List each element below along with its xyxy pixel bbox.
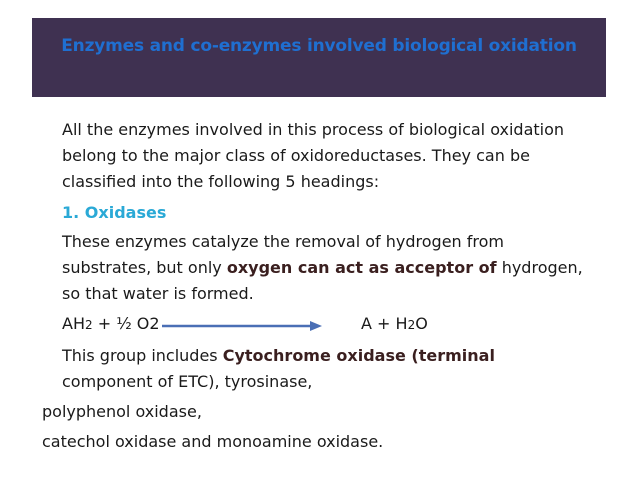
catechol-line: catechol oxidase and monoamine oxidase. bbox=[42, 432, 384, 451]
polyphenol-line: polyphenol oxidase, bbox=[42, 402, 202, 421]
para2-line-2 bbox=[62, 258, 583, 277]
equation-ah-subscript: 2 bbox=[84, 318, 93, 332]
equation-h-subscript: 2 bbox=[407, 318, 416, 332]
equation-left-rest: + ½ O2 bbox=[92, 314, 160, 333]
equation-right bbox=[361, 314, 428, 333]
para3-line-2: component of ETC), tyrosinase, bbox=[62, 372, 313, 391]
equation-a-plus-h: A + H bbox=[361, 314, 408, 333]
equation-ah: AH bbox=[62, 314, 85, 333]
reaction-arrow-icon bbox=[160, 318, 326, 334]
para3-line-1-start: This group includes bbox=[62, 346, 223, 365]
intro-line-1: All the enzymes involved in this process of biological oxidation bbox=[62, 120, 565, 139]
para2-line-2-end: hydrogen, bbox=[496, 258, 583, 277]
para2-line-2-start: substrates, but only bbox=[62, 258, 227, 277]
para2-line-3: so that water is formed. bbox=[62, 284, 254, 303]
para2-bold-phrase: oxygen can act as acceptor of bbox=[226, 258, 497, 277]
slide-title: Enzymes and co-enzymes involved biological oxidation bbox=[61, 36, 577, 56]
heading-oxidases: 1. Oxidases bbox=[62, 203, 167, 222]
equation-o: O bbox=[415, 314, 428, 333]
para3-bold-phrase: Cytochrome oxidase (terminal bbox=[222, 346, 495, 365]
para2-line-1: These enzymes catalyze the removal of hydrogen from bbox=[62, 232, 504, 251]
equation-left bbox=[62, 314, 160, 333]
para3-line-1 bbox=[62, 346, 495, 365]
intro-line-3: classified into the following 5 headings: bbox=[62, 172, 380, 191]
intro-line-2: belong to the major class of oxidoreductases. They can be bbox=[62, 146, 530, 165]
